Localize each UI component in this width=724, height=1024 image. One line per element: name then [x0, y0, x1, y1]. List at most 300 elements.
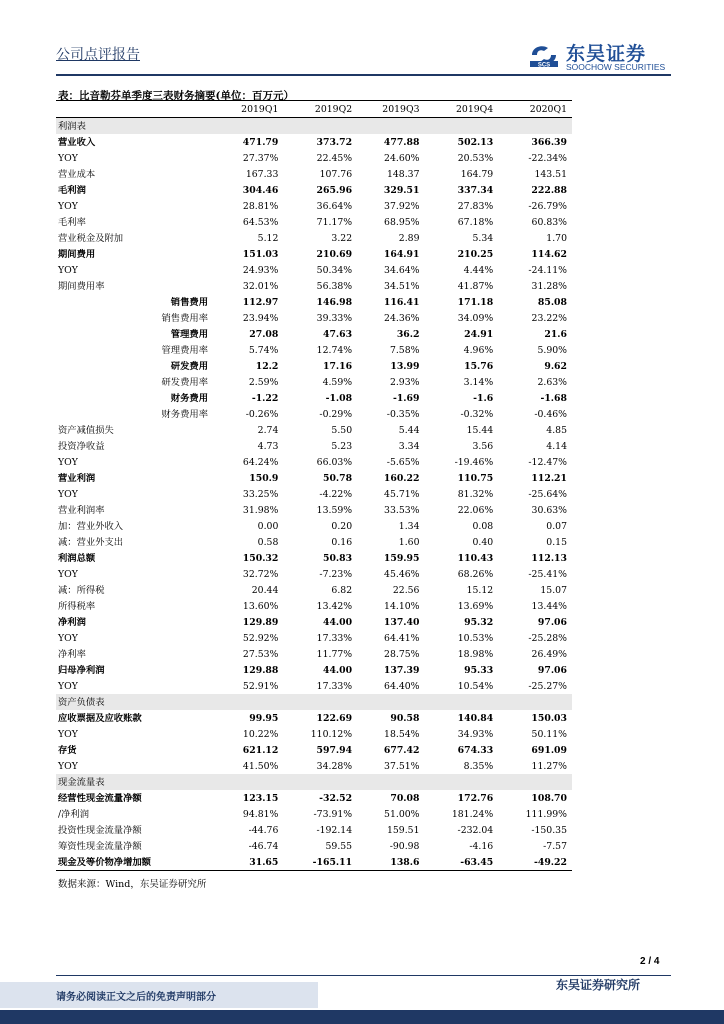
cell-value: 6.82 [331, 584, 353, 596]
cell-value: 265.96 [316, 184, 353, 196]
cell-value: 112.13 [531, 552, 567, 564]
cell-value: 110.75 [457, 472, 494, 484]
cell-value: 4.59% [322, 376, 353, 388]
column-header: 2020Q1 [498, 101, 572, 118]
cell-value: -4.22% [319, 488, 353, 500]
row-label: 营业利润 [58, 472, 96, 484]
row-label: 营业税金及附加 [58, 232, 124, 244]
cell-value [283, 774, 357, 790]
cell-value: 164.79 [460, 168, 494, 180]
cell-value [357, 694, 424, 710]
table-body [56, 118, 572, 871]
cell-value: 222.88 [531, 184, 567, 196]
cell-value: 27.53% [242, 648, 279, 660]
row-label: 研发费用率 [161, 376, 208, 388]
cell-value: 31.28% [531, 280, 567, 292]
row-label: 资产负债表 [56, 694, 216, 710]
cell-value: 111.99% [525, 808, 567, 820]
cell-value: 129.88 [242, 664, 279, 676]
cell-value: 159.51 [386, 824, 420, 836]
row-label: 期间费用 [58, 248, 96, 260]
table-row [56, 182, 572, 198]
row-label: 财务费用率 [161, 408, 208, 420]
table-row [56, 390, 572, 406]
cell-value: 37.92% [384, 200, 420, 212]
cell-value: 32.72% [242, 568, 279, 580]
cell-value [216, 118, 283, 135]
cell-value: 95.32 [464, 616, 494, 628]
cell-value: 14.10% [384, 600, 420, 612]
table-row [56, 406, 572, 422]
cell-value: 13.99 [390, 360, 420, 372]
cell-value: 22.06% [457, 504, 494, 516]
cell-value: 41.87% [457, 280, 494, 292]
cell-value: 107.76 [319, 168, 353, 180]
column-header: 2019Q2 [283, 101, 357, 118]
cell-value: 210.69 [316, 248, 353, 260]
cell-value: 34.93% [457, 728, 494, 740]
cell-value: 10.53% [457, 632, 494, 644]
cell-value: 20.44 [251, 584, 279, 596]
cell-value: 5.34 [472, 232, 494, 244]
cell-value: 4.85 [546, 424, 567, 436]
row-label: YOY [58, 760, 78, 772]
cell-value: 108.70 [531, 792, 567, 804]
footer-org-name: 东吴证券研究所 [556, 978, 641, 992]
table-row [56, 454, 572, 470]
cell-value: 4.14 [546, 440, 567, 452]
cell-value: 373.72 [316, 136, 353, 148]
cell-value: 15.76 [464, 360, 494, 372]
cell-value: 110.12% [310, 728, 353, 740]
table-row [56, 294, 572, 310]
cell-value: 502.13 [457, 136, 494, 148]
cell-value: 5.44 [398, 424, 420, 436]
cell-value: -49.22 [498, 854, 572, 871]
header-blank [56, 101, 216, 118]
cell-value: 1.34 [398, 520, 420, 532]
table-row [56, 326, 572, 342]
row-label: 减：所得税 [58, 584, 105, 596]
cell-value: 23.22% [531, 312, 567, 324]
cell-value: -1.68 [540, 392, 567, 404]
cell-value: 64.40% [384, 680, 420, 692]
row-label: 管理费用 [170, 328, 208, 340]
cell-value: 11.27% [531, 760, 567, 772]
table-row [56, 758, 572, 774]
cell-value: 97.06 [537, 616, 567, 628]
cell-value: -165.11 [283, 854, 357, 871]
cell-value: -24.11% [528, 264, 567, 276]
cell-value: 24.93% [242, 264, 279, 276]
cell-value: 13.60% [242, 600, 279, 612]
table-row [56, 534, 572, 550]
cell-value: 5.50 [331, 424, 353, 436]
table-row [56, 166, 572, 182]
row-label: 存货 [58, 744, 77, 756]
cell-value: 36.64% [316, 200, 353, 212]
cell-value: 13.44% [531, 600, 567, 612]
cell-value: 50.34% [316, 264, 353, 276]
cell-value: 33.25% [242, 488, 279, 500]
cell-value: 50.11% [531, 728, 567, 740]
table-row [56, 582, 572, 598]
cell-value: 2.63% [537, 376, 567, 388]
cell-value: 138.6 [357, 854, 424, 871]
cell-value: 4.44% [463, 264, 494, 276]
report-type-title: 公司点评报告 [56, 47, 140, 63]
table-row [56, 630, 572, 646]
table-row [56, 310, 572, 326]
cell-value: 22.56 [392, 584, 420, 596]
cell-value: 13.59% [316, 504, 353, 516]
cell-value: 64.53% [242, 216, 279, 228]
cell-value [424, 774, 498, 790]
column-header: 2019Q3 [357, 101, 424, 118]
row-label: 现金流量表 [56, 774, 216, 790]
cell-value: 2.74 [257, 424, 279, 436]
cell-value: -192.14 [316, 824, 353, 836]
cell-value [283, 694, 357, 710]
row-label: 利润表 [56, 118, 216, 135]
cell-value: -232.04 [457, 824, 494, 836]
table-row [56, 278, 572, 294]
cell-value: 146.98 [316, 296, 353, 308]
cell-value: 66.03% [316, 456, 353, 468]
cell-value: 52.92% [242, 632, 279, 644]
data-source-note: 数据来源：Wind，东吴证券研究所 [58, 879, 207, 890]
cell-value: 0.15 [546, 536, 567, 548]
cell-value: 18.98% [457, 648, 494, 660]
cell-value: 41.50% [242, 760, 279, 772]
cell-value: 56.38% [316, 280, 353, 292]
row-label: 毛利润 [58, 184, 86, 196]
cell-value: 12.2 [255, 360, 279, 372]
cell-value: 64.41% [384, 632, 420, 644]
cell-value: 20.53% [457, 152, 494, 164]
section-row [56, 774, 572, 790]
table-row [56, 358, 572, 374]
row-label: 净利率 [58, 648, 86, 660]
cell-value: 5.23 [331, 440, 353, 452]
row-label: 营业成本 [58, 168, 96, 180]
cell-value: 0.16 [331, 536, 353, 548]
cell-value: 181.24% [451, 808, 494, 820]
section-row [56, 694, 572, 710]
cell-value: 45.46% [384, 568, 420, 580]
cell-value: 5.90% [537, 344, 567, 356]
row-label: 加：营业外收入 [58, 520, 124, 532]
cell-value: 677.42 [383, 744, 420, 756]
cell-value: -150.35 [531, 824, 567, 836]
row-label: 筹资性现金流量净额 [58, 840, 142, 852]
row-label: YOY [58, 264, 78, 276]
cell-value: 304.46 [242, 184, 279, 196]
cell-value: 13.69% [457, 600, 494, 612]
table-row [56, 486, 572, 502]
cell-value: 122.69 [316, 712, 353, 724]
cell-value: 99.95 [249, 712, 279, 724]
cell-value: 34.64% [384, 264, 420, 276]
table-row [56, 198, 572, 214]
cell-value: 71.17% [316, 216, 353, 228]
cell-value: 9.62 [544, 360, 567, 372]
cell-value: 15.07 [540, 584, 567, 596]
cell-value: 27.37% [242, 152, 279, 164]
cell-value: 0.07 [546, 520, 567, 532]
row-label: 投资净收益 [58, 440, 105, 452]
table-caption: 表：比音勒芬单季度三表财务摘要(单位：百万元） [58, 90, 294, 102]
footer-bar [0, 1010, 724, 1024]
table-row [56, 806, 572, 822]
table-row [56, 614, 572, 630]
table-row [56, 374, 572, 390]
cell-value: 150.32 [242, 552, 279, 564]
table-row [56, 790, 572, 806]
cell-value: 160.22 [383, 472, 420, 484]
cell-value: 366.39 [531, 136, 567, 148]
cell-value: 167.33 [245, 168, 279, 180]
row-label: 管理费用率 [161, 344, 208, 356]
cell-value: 90.58 [390, 712, 420, 724]
cell-value: 28.75% [384, 648, 420, 660]
scs-badge-icon [528, 42, 560, 68]
table-row [56, 726, 572, 742]
cell-value: -25.27% [528, 680, 567, 692]
financial-summary-table [56, 100, 572, 871]
cell-value: 24.91 [464, 328, 494, 340]
row-label: 投资性现金流量净额 [58, 824, 142, 836]
cell-value: 114.62 [531, 248, 567, 260]
cell-value: -63.45 [424, 854, 498, 871]
cell-value: 30.63% [531, 504, 567, 516]
cell-value: 12.74% [316, 344, 353, 356]
cell-value: 2.59% [248, 376, 279, 388]
cell-value: -73.91% [313, 808, 353, 820]
cell-value: 95.33 [464, 664, 494, 676]
cell-value: 0.40 [472, 536, 494, 548]
cell-value: 45.71% [384, 488, 420, 500]
logo-text-en: SOOCHOW SECURITIES [566, 62, 666, 72]
cell-value: 39.33% [316, 312, 353, 324]
row-label: /净利润 [58, 808, 90, 820]
row-label: YOY [58, 456, 78, 468]
cell-value: 477.88 [383, 136, 420, 148]
cell-value: 164.91 [383, 248, 420, 260]
cell-value: 143.51 [534, 168, 567, 180]
cell-value: 5.74% [248, 344, 279, 356]
cell-value: 15.44 [466, 424, 494, 436]
table-row [56, 822, 572, 838]
table-row [56, 342, 572, 358]
cell-value: 44.00 [322, 664, 353, 676]
row-label: YOY [58, 680, 78, 692]
cell-value: 18.54% [384, 728, 420, 740]
cell-value: 4.73 [257, 440, 279, 452]
row-label: 所得税率 [58, 600, 96, 612]
cell-value: 27.83% [457, 200, 494, 212]
cell-value [216, 694, 283, 710]
cell-value: -0.26% [245, 408, 279, 420]
cell-value: 31.98% [242, 504, 279, 516]
cell-value: 3.56 [472, 440, 494, 452]
cell-value: 94.81% [242, 808, 279, 820]
cell-value: 597.94 [316, 744, 353, 756]
cell-value: -0.46% [534, 408, 567, 420]
cell-value: 52.91% [242, 680, 279, 692]
table-row [56, 518, 572, 534]
cell-value: 4.96% [463, 344, 494, 356]
row-label: YOY [58, 200, 78, 212]
cell-value [357, 118, 424, 135]
cell-value: 64.24% [242, 456, 279, 468]
cell-value: -19.46% [454, 456, 494, 468]
cell-value: 159.95 [383, 552, 420, 564]
table-row [56, 838, 572, 854]
column-header: 2019Q4 [424, 101, 498, 118]
cell-value: 116.41 [383, 296, 420, 308]
cell-value: 112.97 [242, 296, 279, 308]
cell-value: 50.78 [322, 472, 353, 484]
cell-value: -7.57 [543, 840, 567, 852]
cell-value: 112.21 [531, 472, 567, 484]
cell-value: -5.65% [386, 456, 420, 468]
cell-value: 47.63 [322, 328, 353, 340]
cell-value: 15.12 [466, 584, 494, 596]
cell-value: 17.33% [316, 680, 353, 692]
row-label: YOY [58, 632, 78, 644]
cell-value: 68.95% [384, 216, 420, 228]
row-label: 期间费用率 [58, 280, 105, 292]
cell-value: 32.01% [242, 280, 279, 292]
row-label: 现金及等价物净增加额 [56, 854, 216, 871]
cell-value: 10.54% [457, 680, 494, 692]
cell-value: 36.2 [396, 328, 420, 340]
cell-value: 0.20 [331, 520, 353, 532]
cell-value: 11.77% [316, 648, 353, 660]
cell-value: 2.93% [389, 376, 420, 388]
cell-value: 3.14% [463, 376, 494, 388]
cell-value: -1.6 [473, 392, 494, 404]
cell-value: 110.43 [457, 552, 494, 564]
cell-value: 137.40 [383, 616, 420, 628]
cell-value: 2.89 [398, 232, 420, 244]
cell-value: 148.37 [386, 168, 420, 180]
table-row [56, 230, 572, 246]
table-row [56, 214, 572, 230]
table-row [56, 854, 572, 871]
cell-value: 22.45% [316, 152, 353, 164]
cell-value: -90.98 [389, 840, 420, 852]
cell-value [498, 118, 572, 135]
cell-value: 28.81% [242, 200, 279, 212]
cell-value: 171.18 [457, 296, 494, 308]
cell-value: -25.64% [528, 488, 567, 500]
cell-value: 13.42% [316, 600, 353, 612]
cell-value: -0.29% [319, 408, 353, 420]
table-row [56, 662, 572, 678]
cell-value: -0.35% [386, 408, 420, 420]
table-row [56, 566, 572, 582]
cell-value: 621.12 [242, 744, 279, 756]
table-row [56, 150, 572, 166]
row-label: 资产减值损失 [58, 424, 114, 436]
cell-value: 67.18% [457, 216, 494, 228]
cell-value: -46.74 [248, 840, 279, 852]
cell-value: -26.79% [528, 200, 567, 212]
cell-value: -4.16 [469, 840, 494, 852]
row-label: 利润总额 [58, 552, 96, 564]
cell-value: -22.34% [528, 152, 567, 164]
cell-value: 37.51% [384, 760, 420, 772]
disclaimer-note: 请务必阅读正文之后的免责声明部分 [56, 992, 216, 1003]
cell-value: -0.32% [460, 408, 494, 420]
cell-value: 137.39 [383, 664, 420, 676]
page-number: 2 / 4 [640, 956, 660, 967]
table-row [56, 246, 572, 262]
row-label: 毛利率 [58, 216, 86, 228]
cell-value [357, 774, 424, 790]
cell-value: 23.94% [242, 312, 279, 324]
row-label: 销售费用 [170, 296, 208, 308]
cell-value: 5.12 [257, 232, 279, 244]
cell-value: -44.76 [248, 824, 279, 836]
cell-value: 0.00 [257, 520, 279, 532]
cell-value [424, 694, 498, 710]
row-label: YOY [58, 488, 78, 500]
table-row [56, 438, 572, 454]
row-label: 研发费用 [170, 360, 208, 372]
cell-value: -1.22 [251, 392, 279, 404]
cell-value: 24.60% [384, 152, 420, 164]
cell-value: 81.32% [457, 488, 494, 500]
cell-value: 691.09 [531, 744, 567, 756]
cell-value: 34.09% [457, 312, 494, 324]
cell-value: 50.83 [322, 552, 353, 564]
cell-value [216, 774, 283, 790]
cell-value: -7.23% [319, 568, 353, 580]
row-label: YOY [58, 728, 78, 740]
row-label: 营业收入 [58, 136, 96, 148]
table-row [56, 710, 572, 726]
logo-badge-text: SCS [537, 62, 551, 68]
row-label: 应收票据及应收账款 [58, 712, 142, 724]
cell-value: 85.08 [537, 296, 567, 308]
cell-value: 59.55 [325, 840, 353, 852]
row-label: 财务费用 [170, 392, 208, 404]
cell-value: 44.00 [322, 616, 353, 628]
cell-value: 8.35% [463, 760, 494, 772]
table-header-row [56, 101, 572, 118]
cell-value: -25.28% [528, 632, 567, 644]
logo-text-cn: 东吴证券 [566, 43, 647, 65]
table-row [56, 262, 572, 278]
cell-value: 21.6 [544, 328, 567, 340]
cell-value: 471.79 [242, 136, 279, 148]
row-label: 销售费用率 [161, 312, 208, 324]
cell-value: 210.25 [457, 248, 494, 260]
cell-value: 150.03 [531, 712, 567, 724]
table-row [56, 742, 572, 758]
section-row [56, 118, 572, 135]
cell-value: 1.60 [398, 536, 420, 548]
cell-value [283, 118, 357, 135]
row-label: 营业利润率 [58, 504, 105, 516]
cell-value: 34.51% [384, 280, 420, 292]
cell-value: 27.08 [249, 328, 279, 340]
cell-value [498, 774, 572, 790]
cell-value: 150.9 [249, 472, 279, 484]
